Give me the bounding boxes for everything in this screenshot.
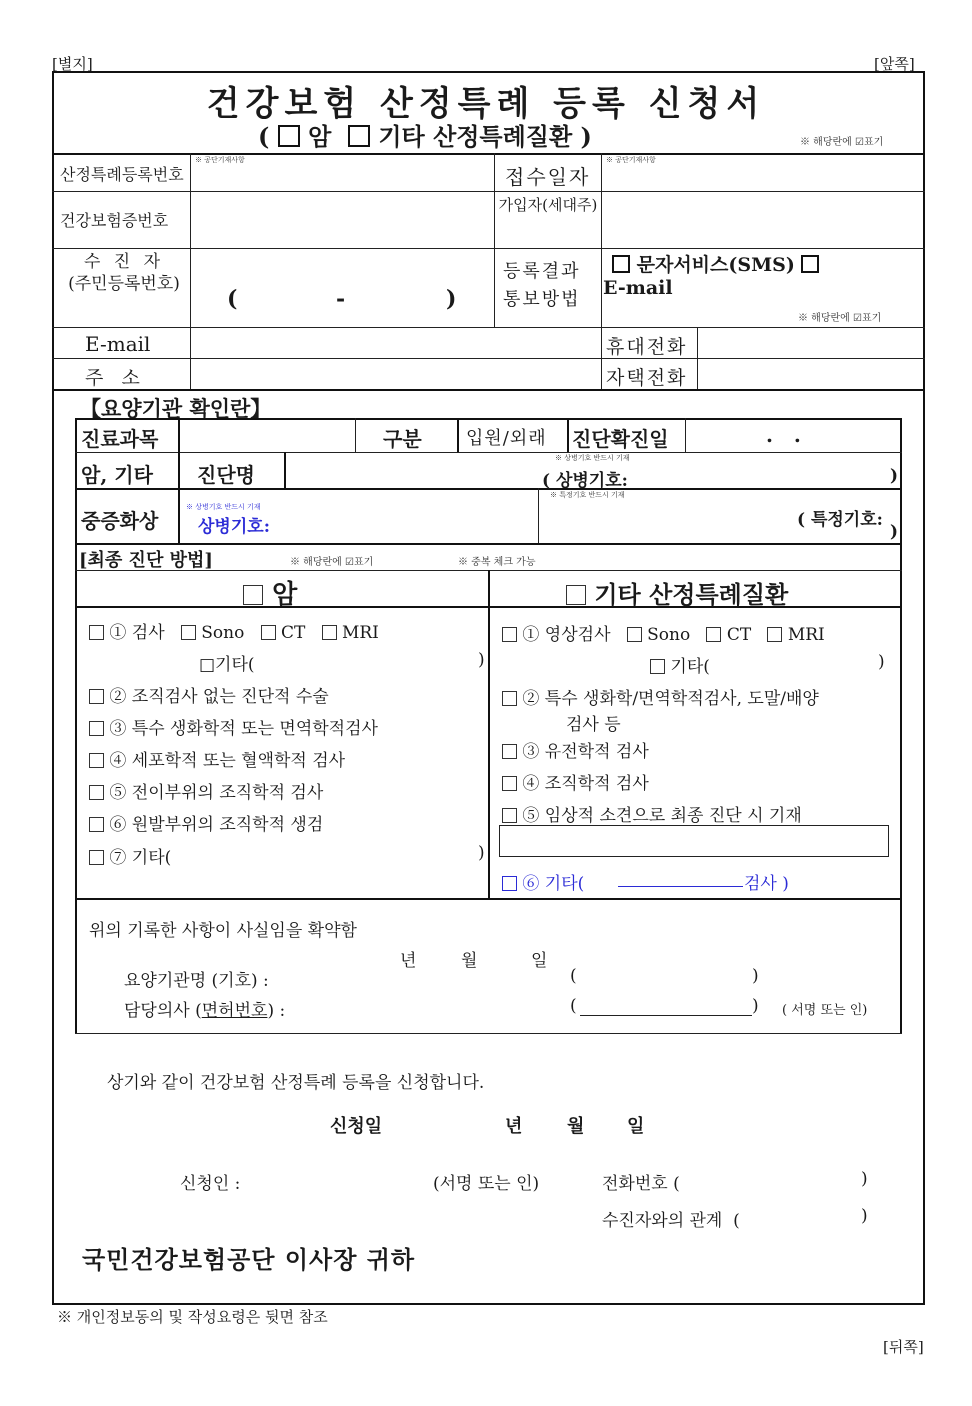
insurance-no-label: 건강보험증번호 <box>60 211 169 230</box>
notify-label-1: 등록결과 <box>503 261 581 282</box>
other-item-2 <box>502 684 819 709</box>
cancer-item-4 <box>89 746 345 771</box>
other-item-1-checkbox[interactable] <box>502 627 517 642</box>
other-item-6-checkbox[interactable] <box>502 876 517 891</box>
special-code-close: ) <box>890 522 899 542</box>
rrn-front-input[interactable] <box>245 286 325 314</box>
burn-code-input[interactable] <box>285 510 530 534</box>
doctor-license-input[interactable] <box>580 1015 752 1016</box>
disease-code-label: ( 상병기호: <box>542 471 628 491</box>
diag-date-label: 진단확진일 <box>572 427 669 451</box>
other-sono-checkbox[interactable] <box>627 627 642 642</box>
reg-no-label: 산정특례등록번호 <box>60 165 184 184</box>
reg-no-field[interactable] <box>192 156 492 189</box>
cancer-col-header <box>243 574 297 611</box>
cancer-item-3-checkbox[interactable] <box>89 721 104 736</box>
phone-input[interactable] <box>712 1166 857 1190</box>
diag-name-field[interactable] <box>288 455 538 485</box>
other-item-5 <box>502 801 802 826</box>
attachment-tag: [별지] <box>52 55 93 73</box>
clinical-findings-input[interactable] <box>499 825 889 857</box>
other-item-2-cont: 검사 등 <box>566 715 621 735</box>
mobile-label: 휴대전화 <box>606 336 688 358</box>
other-item-1-other-close: ) <box>878 652 885 672</box>
notify-label-2: 통보방법 <box>503 289 581 310</box>
special-code-label: ( 특정기호: <box>797 510 883 530</box>
cancer-ct-checkbox[interactable] <box>261 625 276 640</box>
recipient-label-1: 수 진 자 <box>83 252 165 272</box>
other-item-1-other <box>650 652 710 677</box>
cancer-item-7 <box>89 843 171 868</box>
cancer-item-2-label: ② 조직검사 없는 진단적 수술 <box>109 687 329 707</box>
rrn-close: ) <box>446 286 457 312</box>
other-item-3-label: ③ 유전학적 검사 <box>522 742 649 762</box>
relation-input[interactable] <box>796 1203 856 1227</box>
type-value[interactable]: 입원/외래 <box>466 428 547 449</box>
other-item-4 <box>502 769 649 794</box>
confirm-year: 년 <box>400 951 417 971</box>
subtitle-other: 기타 산정특례질환 <box>378 122 573 151</box>
email-label: E-mail <box>85 332 151 356</box>
other-item-6-suffix: 검사 ) <box>744 874 789 894</box>
diag-name-label: 진단명 <box>197 463 255 487</box>
back-page-tag: [뒤쪽] <box>883 1338 924 1356</box>
other-item-1 <box>502 620 825 645</box>
applicant-sign-note: (서명 또는 인) <box>433 1174 540 1194</box>
recipient-label-2: (주민등록번호) <box>68 274 180 294</box>
disease-code-input[interactable] <box>650 464 885 486</box>
cancer-item-6-checkbox[interactable] <box>89 817 104 832</box>
receipt-date-field[interactable] <box>603 156 923 189</box>
home-phone-field[interactable] <box>699 360 923 387</box>
other-item-2-label: ② 특수 생화학/면역학적검사, 도말/배양 <box>522 689 819 709</box>
doctor-label <box>124 996 285 1021</box>
receipt-note: ※ 공단기재사항 <box>606 156 656 164</box>
home-phone-label: 자택전화 <box>606 367 688 389</box>
address-label: 주 소 <box>85 367 140 389</box>
cancer-item-5-checkbox[interactable] <box>89 785 104 800</box>
cancer-item-1-label: ① 검사 <box>109 623 165 643</box>
other-item-1-label: ① 영상검사 <box>522 625 611 645</box>
other-mri-label: MRI <box>787 625 825 645</box>
apply-month: 월 <box>567 1116 585 1137</box>
other-item-6 <box>502 869 584 894</box>
phone-label: 전화번호 ( <box>602 1174 680 1194</box>
other-item-2-checkbox[interactable] <box>502 691 517 706</box>
other-ct-checkbox[interactable] <box>706 627 721 642</box>
method-heading: [최종 진단 방법] <box>79 550 213 571</box>
other-mri-checkbox[interactable] <box>767 627 782 642</box>
other-ct-label: CT <box>726 625 752 645</box>
front-page-tag: [앞쪽] <box>874 55 915 73</box>
apply-statement: 상기와 같이 건강보험 산정특례 등록을 신청합니다. <box>107 1073 485 1093</box>
doctor-close: ) <box>752 996 759 1016</box>
other-item-5-label: ⑤ 임상적 소견으로 최종 진단 시 기재 <box>522 806 802 826</box>
cancer-col-label: 암 <box>272 580 298 610</box>
other-sono-label: Sono <box>647 625 691 645</box>
cancer-item-4-label: ④ 세포학적 또는 혈액학적 검사 <box>109 751 346 771</box>
recipient-label <box>60 251 188 295</box>
email-checkbox[interactable] <box>801 255 819 273</box>
email-option-label: E-mail <box>603 277 673 299</box>
confirm-month: 월 <box>461 951 478 971</box>
cancer-item-7-close: ) <box>478 843 485 863</box>
dept-label: 진료과목 <box>81 427 159 451</box>
other-col-checkbox[interactable] <box>566 585 586 605</box>
other-type-checkbox[interactable] <box>348 125 370 147</box>
institution-open: ( <box>570 966 577 986</box>
rrn-back-input[interactable] <box>360 286 440 314</box>
notify-options <box>612 250 819 277</box>
other-item-6-input[interactable] <box>618 886 743 887</box>
cancer-other-label: 암, 기타 <box>81 463 153 487</box>
other-item-4-label: ④ 조직학적 검사 <box>522 774 649 794</box>
address-field[interactable] <box>192 360 597 387</box>
cancer-item-3 <box>89 714 378 739</box>
cancer-item-4-checkbox[interactable] <box>89 753 104 768</box>
subscriber-label: 가입자(세대주) <box>498 196 598 214</box>
email-field[interactable] <box>192 329 597 356</box>
form-title: 건강보험 산정특례 등록 신청서 <box>206 84 766 124</box>
form-subtitle <box>258 117 592 152</box>
cancer-item-7-checkbox[interactable] <box>89 850 104 865</box>
apply-date-label: 신청일 <box>330 1116 383 1137</box>
cancer-col-checkbox[interactable] <box>243 585 263 605</box>
confirm-statement: 위의 기록한 사항이 사실임을 확약함 <box>89 921 357 941</box>
doctor-open: ( <box>570 996 577 1016</box>
receipt-date-label: 접수일자 <box>505 165 591 189</box>
apply-day: 일 <box>627 1116 645 1137</box>
cancer-type-checkbox[interactable] <box>278 125 300 147</box>
sms-checkbox[interactable] <box>612 255 630 273</box>
cancer-mri-checkbox[interactable] <box>322 625 337 640</box>
sms-label: 문자서비스(SMS) <box>636 254 795 276</box>
notify-label <box>503 258 581 314</box>
cancer-item-2-checkbox[interactable] <box>89 689 104 704</box>
addressee: 국민건강보험공단 이사장 귀하 <box>82 1245 416 1274</box>
dept-field[interactable] <box>182 420 352 450</box>
insurance-no-field[interactable] <box>192 193 492 246</box>
cancer-item-7-label: ⑦ 기타( <box>109 848 172 868</box>
license-no-label: 면허번호 <box>201 1001 268 1021</box>
other-item-1-other-checkbox[interactable] <box>650 659 665 674</box>
reg-no-note: ※ 공단기재사항 <box>195 156 245 164</box>
cancer-item-6 <box>89 810 323 835</box>
apply-year: 년 <box>505 1116 523 1137</box>
subtitle-open: ( <box>258 122 270 151</box>
type-label: 구분 <box>383 427 422 451</box>
cancer-item-6-label: ⑥ 원발부위의 조직학적 생검 <box>109 815 324 835</box>
burn-code-note: ※ 상병기호 반드시 기재 <box>186 503 261 511</box>
phone-close: ) <box>861 1169 868 1189</box>
burn-label: 중증화상 <box>81 509 159 533</box>
institution-close: ) <box>752 966 759 986</box>
special-note: ※ 특정기호 반드시 기재 <box>550 491 625 499</box>
confirm-day: 일 <box>531 951 548 971</box>
notify-note: ※ 해당란에 ☑표기 <box>798 313 882 324</box>
check-note: ※ 해당란에 ☑표기 <box>800 137 884 148</box>
institution-name-label: 요양기관명 (기호) : <box>124 971 269 991</box>
cancer-item-3-label: ③ 특수 생화학적 또는 면역학적검사 <box>109 719 378 739</box>
method-note-2: ※ 중복 체크 가능 <box>458 557 536 568</box>
other-item-6-label: ⑥ 기타( <box>522 874 585 894</box>
cancer-item-1-other[interactable]: □기타( <box>199 655 255 675</box>
cancer-item-1-other-close: ) <box>478 650 485 670</box>
applicant-input[interactable] <box>262 1166 422 1190</box>
burn-code-label: 상병기호: <box>198 517 270 537</box>
other-item-4-checkbox[interactable] <box>502 776 517 791</box>
mobile-field[interactable] <box>699 329 923 356</box>
cancer-ct-label: CT <box>280 623 306 643</box>
institution-heading: 【요양기관 확인란】 <box>80 396 272 421</box>
diag-date-value[interactable]: . . <box>766 423 801 447</box>
other-col-label: 기타 산정특례질환 <box>594 580 789 609</box>
cancer-item-1 <box>89 618 379 643</box>
other-item-3 <box>502 737 649 762</box>
other-item-3-checkbox[interactable] <box>502 744 517 759</box>
subscriber-field[interactable] <box>603 193 923 246</box>
method-note-1: ※ 해당란에 ☑표기 <box>290 557 374 568</box>
cancer-sono-label: Sono <box>201 623 245 643</box>
other-col-header <box>566 575 788 610</box>
disease-code-close: ) <box>890 466 899 486</box>
cancer-mri-label: MRI <box>341 623 379 643</box>
doctor-label-c: ) : <box>267 1001 286 1021</box>
subtitle-cancer: 암 <box>308 122 332 151</box>
other-item-5-checkbox[interactable] <box>502 808 517 823</box>
rrn-dash: - <box>336 286 346 312</box>
cancer-sono-checkbox[interactable] <box>181 625 196 640</box>
doctor-label-a: 담당의사 ( <box>124 1001 202 1021</box>
cancer-item-1-checkbox[interactable] <box>89 625 104 640</box>
footer-note: ※ 개인정보동의 및 작성요령은 뒷면 참조 <box>57 1308 328 1326</box>
code-note: ※ 상병기호 반드시 기재 <box>555 454 630 462</box>
relation-label: 수진자와의 관계 ( <box>602 1211 740 1231</box>
relation-close: ) <box>861 1206 868 1226</box>
doctor-sign-note: ( 서명 또는 인) <box>782 1003 868 1018</box>
cancer-item-5 <box>89 778 323 803</box>
cancer-item-2 <box>89 682 329 707</box>
rrn-open: ( <box>227 286 238 312</box>
institution-name-input[interactable] <box>580 966 750 988</box>
cancer-item-5-label: ⑤ 전이부위의 조직학적 검사 <box>109 783 324 803</box>
applicant-label: 신청인 : <box>180 1174 241 1194</box>
other-item-1-other-label: 기타( <box>670 657 710 677</box>
subtitle-close: ) <box>580 122 592 151</box>
